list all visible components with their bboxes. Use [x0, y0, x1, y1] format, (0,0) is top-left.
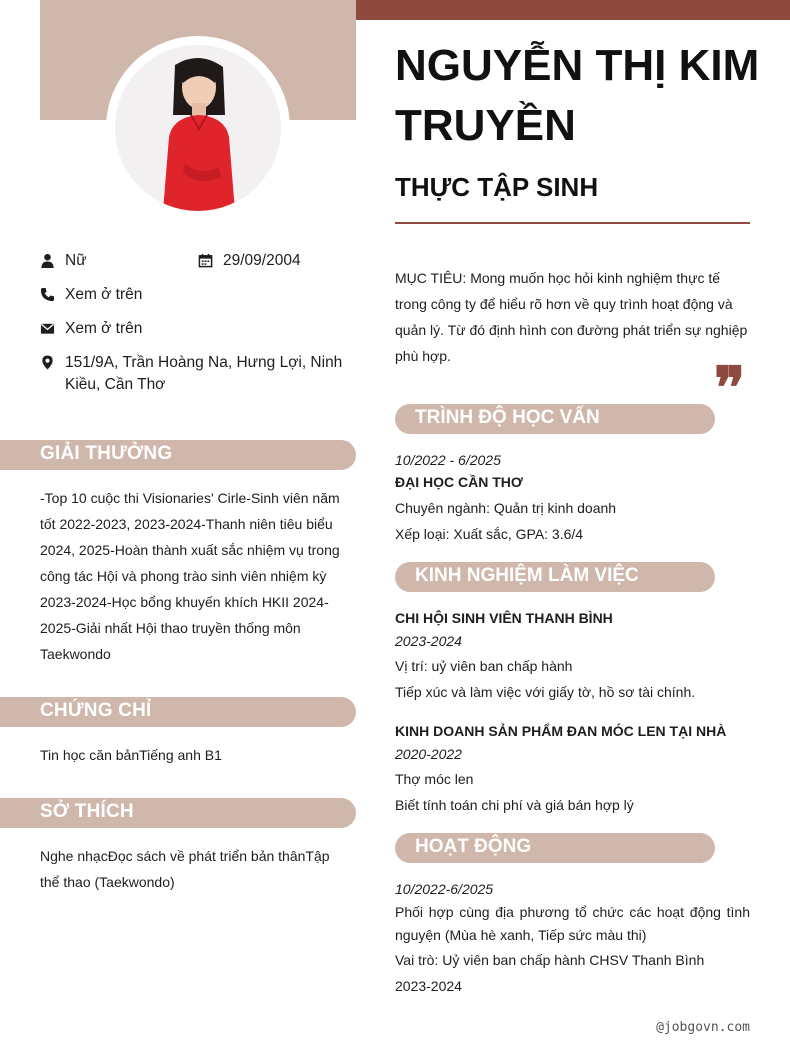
- certificates-title: CHỨNG CHỈ: [40, 700, 152, 721]
- experience-title: KINH NGHIỆM LÀM VIỆC: [415, 565, 639, 586]
- email-row: [40, 318, 350, 340]
- title-divider: [395, 222, 750, 224]
- hobbies-text: Nghe nhạcĐọc sách về phát triển bản thânTập thể thao (Taekwondo): [40, 848, 330, 890]
- awards-text: -Top 10 cuộc thi Visionaries' Cirle-Sinh viên năm tốt 2022-2023, 2023-2024-Thanh niên tiêu biểu 2024, 2025-Hoàn thành xuất sắc nhiệm vụ trong công tác Hội và phong trào sinh viên nhiệm kỳ 2023-2024-Học bổng khuyến khích HKII 2024-2025-Giải nhất Hội thao truyền thống môn Taekwondo: [40, 490, 340, 662]
- activities-description: Phối hợp cùng địa phương tổ chức các hoạt động tình nguyện (Mùa hè xanh, Tiếp sức màu thi): [395, 904, 750, 943]
- education-grade: Xếp loại: Xuất sắc, GPA: 3.6/4: [395, 526, 584, 542]
- top-accent-bar: [356, 0, 790, 20]
- experience-line: Tiếp xúc và làm việc với giấy tờ, hồ sơ tài chính.: [395, 684, 696, 700]
- experience-org: KINH DOANH SẢN PHẨM ĐAN MÓC LEN TẠI NHÀ: [395, 723, 727, 739]
- hobbies-header: [0, 798, 356, 828]
- email-icon: [40, 321, 55, 336]
- experience-header: [395, 562, 715, 592]
- address-row: [40, 352, 350, 396]
- experience-period: 2020-2022: [395, 746, 462, 762]
- education-header: [395, 404, 715, 434]
- experience-org: CHI HỘI SINH VIÊN THANH BÌNH: [395, 610, 613, 626]
- objective-text: MỤC TIÊU: Mong muốn học hỏi kinh nghiệm thực tế trong công ty để hiểu rõ hơn về quy trình hoạt động và quản lý. Từ đó định hình con đường phát triển sự nghiệp phù hợp.: [395, 270, 748, 364]
- awards-title: GIẢI THƯỞNG: [40, 443, 173, 464]
- certificates-text: Tin học căn bảnTiếng anh B1: [40, 747, 222, 763]
- education-major: Chuyên ngành: Quản trị kinh doanh: [395, 500, 617, 516]
- education-school: ĐẠI HỌC CẦN THƠ: [395, 474, 523, 490]
- birthday-row: [198, 250, 358, 272]
- candidate-name: NGUYỄN THỊ KIM TRUYỀN: [395, 41, 760, 150]
- certificates-header: [0, 697, 356, 727]
- activities-role-period: 2023-2024: [395, 978, 462, 994]
- location-pin-icon: [40, 355, 55, 370]
- quote-icon: ❞: [714, 354, 746, 422]
- activities-role: Vai trò: Uỷ viên ban chấp hành CHSV Thanh Bình: [395, 952, 705, 968]
- address-value: 151/9A, Trần Hoàng Na, Hưng Lợi, Ninh Kiều, Cần Thơ: [65, 354, 343, 393]
- gender-value: Nữ: [65, 252, 87, 269]
- education-period: 10/2022 - 6/2025: [395, 452, 501, 468]
- birthday-value: 29/09/2004: [223, 252, 301, 269]
- education-title: TRÌNH ĐỘ HỌC VẤN: [415, 407, 600, 428]
- phone-row: [40, 284, 350, 306]
- phone-value: Xem ở trên: [65, 286, 143, 303]
- job-title: THỰC TẬP SINH: [395, 172, 599, 202]
- activities-period: 10/2022-6/2025: [395, 881, 494, 897]
- footer-watermark: @jobgovn.com: [656, 1020, 750, 1035]
- profile-photo-illustration: [115, 45, 281, 211]
- activities-header: [395, 833, 715, 863]
- experience-period: 2023-2024: [395, 633, 462, 649]
- activities-title: HOẠT ĐỘNG: [415, 836, 532, 857]
- email-value: Xem ở trên: [65, 320, 143, 337]
- hobbies-title: SỞ THÍCH: [40, 801, 134, 822]
- experience-line: Vị trí: uỷ viên ban chấp hành: [395, 658, 573, 674]
- awards-header: [0, 440, 356, 470]
- experience-line: Thợ móc len: [395, 771, 474, 787]
- calendar-icon: [198, 253, 213, 268]
- profile-photo: [115, 45, 281, 211]
- person-icon: [40, 253, 55, 268]
- experience-line: Biết tính toán chi phí và giá bán hợp lý: [395, 797, 634, 813]
- gender-row: [40, 250, 190, 272]
- phone-icon: [40, 287, 55, 302]
